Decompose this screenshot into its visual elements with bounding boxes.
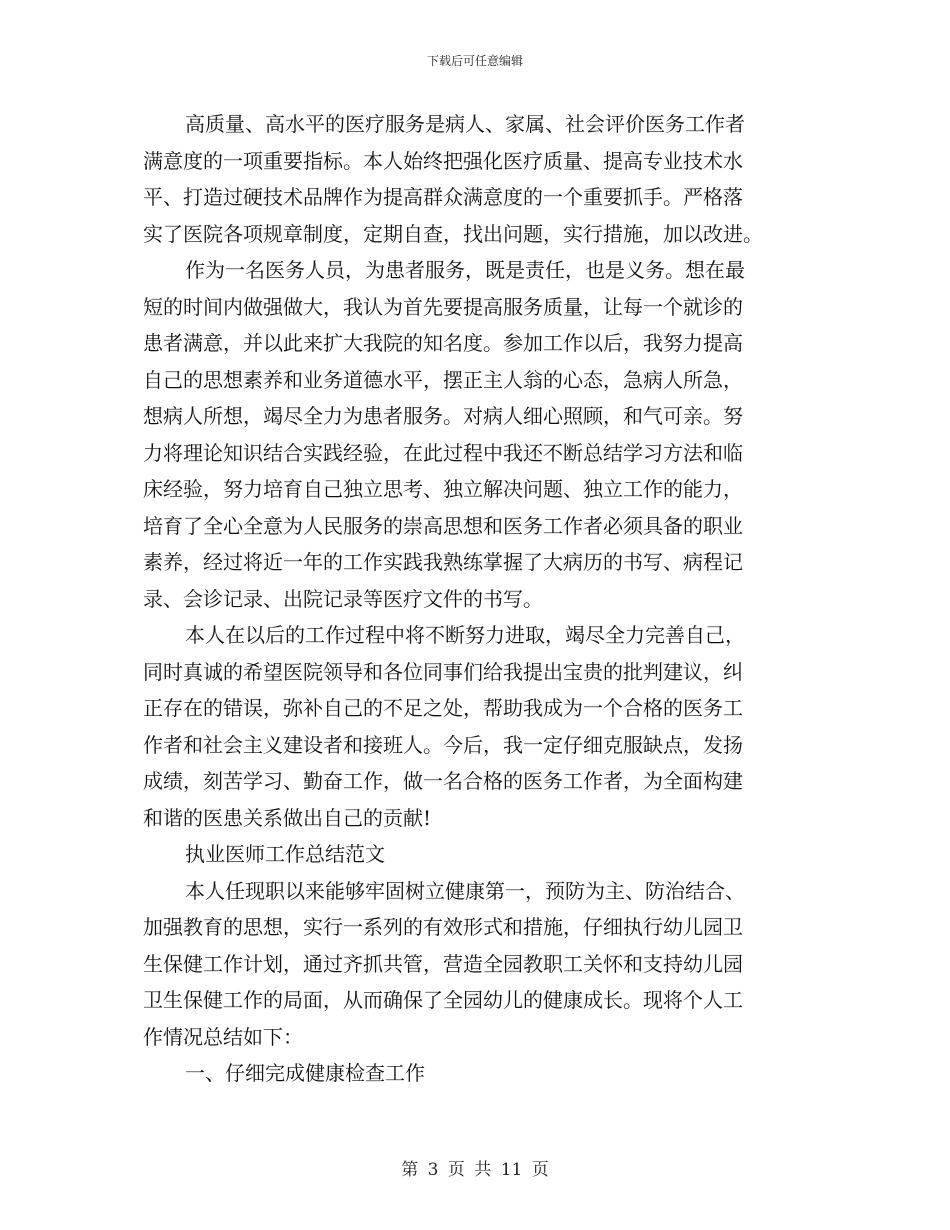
paragraph-line: 和谐的医患关系做出自己的贡献! [143,805,432,830]
page-number: 第 3 页 共 11 页 [401,1160,549,1180]
paragraph-line: 满意度的一项重要指标。本人始终把强化医疗质量、提高专业技术水 [143,148,743,173]
paragraph-line: 成绩，刻苦学习、勤奋工作，做一名合格的医务工作者，为全面构建 [143,769,743,793]
paragraph-line: 想病人所想，竭尽全力为患者服务。对病人细心照顾，和气可亲。努 [143,404,743,428]
paragraph-line: 加强教育的思想，实行一系列的有效形式和措施，仔细执行幼儿园卫 [143,915,743,939]
paragraph-line: 本人任现职以来能够牢固树立健康第一，预防为主、防治结合、 [185,878,745,903]
paragraph-line: 自己的思想素养和业务道德水平，摆正主人翁的心态，急病人所急， [143,367,743,392]
paragraph-line: 患者满意，并以此来扩大我院的知名度。参加工作以后，我努力提高 [143,331,743,355]
document-body [143,106,808,1092]
paragraph-line: 作情况总结如下： [143,1024,303,1049]
paragraph-line: 卫生保健工作的局面，从而确保了全园幼儿的健康成长。现将个人工 [143,988,743,1012]
paragraph-line: 平、打造过硬技术品牌作为提高群众满意度的一个重要抓手。严格落 [143,185,743,209]
paragraph-line: 正存在的错误，弥补自己的不足之处，帮助我成为一个合格的医务工 [143,696,743,720]
paragraph-line: 实了医院各项规章制度，定期自查，找出问题，实行措施，加以改进。 [143,221,763,246]
paragraph-line: 床经验，努力培育自己独立思考、独立解决问题、独立工作的能力， [143,477,743,501]
paragraph-line: 短的时间内做强做大，我认为首先要提高服务质量，让每一个就诊的 [143,294,743,319]
section-title: 执业医师工作总结范文 [185,842,385,866]
paragraph-line: 素养，经过将近一年的工作实践我熟练掌握了大病历的书写、病程记 [143,550,743,574]
paragraph-line: 培育了全心全意为人民服务的崇高思想和医务工作者必须具备的职业 [143,513,743,538]
paragraph-line: 同时真诚的希望医院领导和各位同事们给我提出宝贵的批判建议，纠 [143,659,743,684]
paragraph-line: 作者和社会主义建设者和接班人。今后，我一定仔细克服缺点，发扬 [143,732,743,757]
paragraph-line: 作为一名医务人员，为患者服务，既是责任，也是义务。想在最 [185,258,745,282]
paragraph-line: 本人在以后的工作过程中将不断努力进取，竭尽全力完善自己， [185,623,745,647]
paragraph-line: 力将理论知识结合实践经验，在此过程中我还不断总结学习方法和临 [143,440,743,465]
paragraph-line: 高质量、高水平的医疗服务是病人、家属、社会评价医务工作者 [185,112,745,136]
subsection-heading: 一、仔细完成健康检查工作 [185,1061,425,1085]
paragraph-line: 录、会诊记录、出院记录等医疗文件的书写。 [143,586,543,611]
paragraph-line: 生保健工作计划，通过齐抓共管，营造全园教职工关怀和支持幼儿园 [143,951,743,976]
page-header-note: 下载后可任意编辑 [426,54,523,68]
